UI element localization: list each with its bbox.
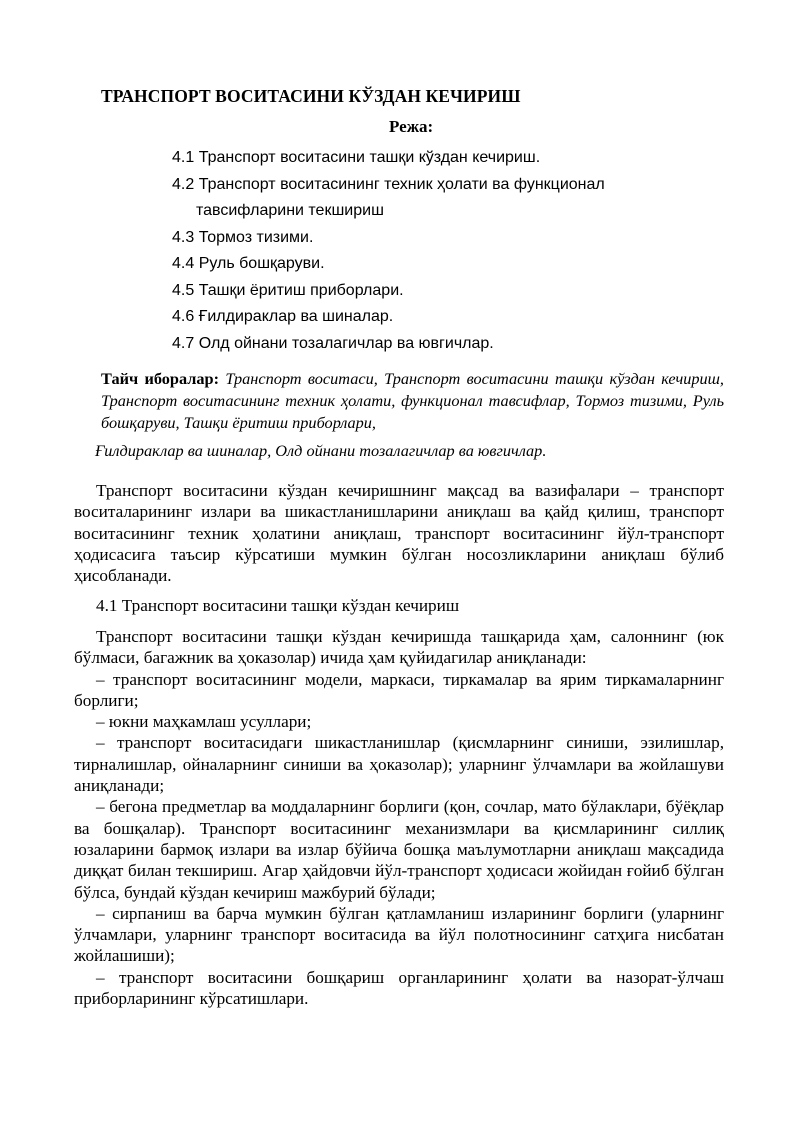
plan-list <box>172 145 732 357</box>
plan-item: 4.3 Тормоз тизими. <box>172 228 314 246</box>
paragraph: – бегона предметлар ва моддаларнинг борлиги (қон, сочлар, мато бўлаклари, бўёқлар ва бошқалар). Транспорт воситасининг механизмлари ва қисмларининг силлиқ юзаларини бармоқ излари ва излар бўйича бошқа маълумотларни аниқлаш мақсадида диққат билан текшириш. Агар ҳайдовчи йўл-транспорт ҳодисаси жойидан ғойиб бўлган бўлса, бундай кўздан кечириш мажбурий бўлади; <box>74 797 724 902</box>
paragraph: – сирпаниш ва барча мумкин бўлган қатламланиш изларининг борлиги (уларнинг ўлчамлари, уларнинг транспорт воситасида ва йўл полотносининг сатҳига нисбатан жойлашиши); <box>74 903 724 966</box>
plan-item: 4.2 Транспорт воситасининг техник ҳолати ва функционал <box>172 175 605 193</box>
plan-item: 4.4 Руль бошқаруви. <box>172 255 325 272</box>
document-title: ТРАНСПОРТ ВОСИТАСИНИ КЎЗДАН КЕЧИРИШ <box>101 86 521 106</box>
paragraph: – транспорт воситасидаги шикастланишлар (қисмларнинг синиши, эзилишлар, тирналишлар, ойналарнинг синиши ва ҳоказолар); уларнинг ўлчамлари ва жойлашуви аниқланади; <box>74 733 724 796</box>
intro-section <box>74 480 724 586</box>
paragraph: – юкни маҳкамлаш усуллари; <box>96 712 312 732</box>
paragraph: – транспорт воситасининг модели, маркаси, тиркамалар ва ярим тиркамаларнинг борлиги; <box>74 669 724 710</box>
plan-item: 4.1 Транспорт воситасини ташқи кўздан кечириш. <box>172 149 541 166</box>
keywords-text: Транспорт воситаси, Транспорт воситасини ташқи кўздан кечириш, Транспорт воситасининг техник ҳолати, функционал тавсифлар, Тормоз тизими, Руль бошқаруви, Ташқи ёритиш приборлари, <box>101 369 724 432</box>
plan-item-continuation: тавсифларини текшириш <box>196 202 384 219</box>
section-heading: 4.1 Транспорт воситасини ташқи кўздан кечириш <box>96 596 460 615</box>
paragraph: Транспорт воситасини ташқи кўздан кечиришда ташқарида ҳам, салоннинг (юк бўлмаси, багажник ва ҳоказолар) ичида ҳам қуйидагилар аниқланади: <box>74 627 724 668</box>
keywords-block <box>101 368 724 434</box>
keywords-last-line: Ғилдираклар ва шиналар, Олд ойнани тозалагичлар ва ювгичлар. <box>95 441 547 460</box>
plan-heading: Режа: <box>389 117 434 136</box>
section-body <box>74 626 724 1009</box>
keywords-label: Тайч иборалар: <box>101 369 220 388</box>
plan-item: 4.7 Олд ойнани тозалагичлар ва ювгичлар. <box>172 334 494 352</box>
paragraph: – транспорт воситасини бошқариш органларининг ҳолати ва назорат-ўлчаш приборларининг кўрсатишлари. <box>74 967 724 1009</box>
intro-paragraph: Транспорт воситасини кўздан кечиришнинг мақсад ва вазифалари – транспорт воситаларининг излари ва шикастланишларини аниқлаш ва қайд қилиш, транспорт воситасининг техник ҳолатини аниқлаш, транспорт воситасининг йўл-транспорт ҳодисасига таъсир кўрсатиши мумкин бўлган носозликларини аниқлаш бўлиб ҳисобланади. <box>74 481 724 586</box>
plan-item: 4.6 Ғилдираклар ва шиналар. <box>172 308 394 325</box>
plan-item: 4.5 Ташқи ёритиш приборлари. <box>172 281 404 299</box>
